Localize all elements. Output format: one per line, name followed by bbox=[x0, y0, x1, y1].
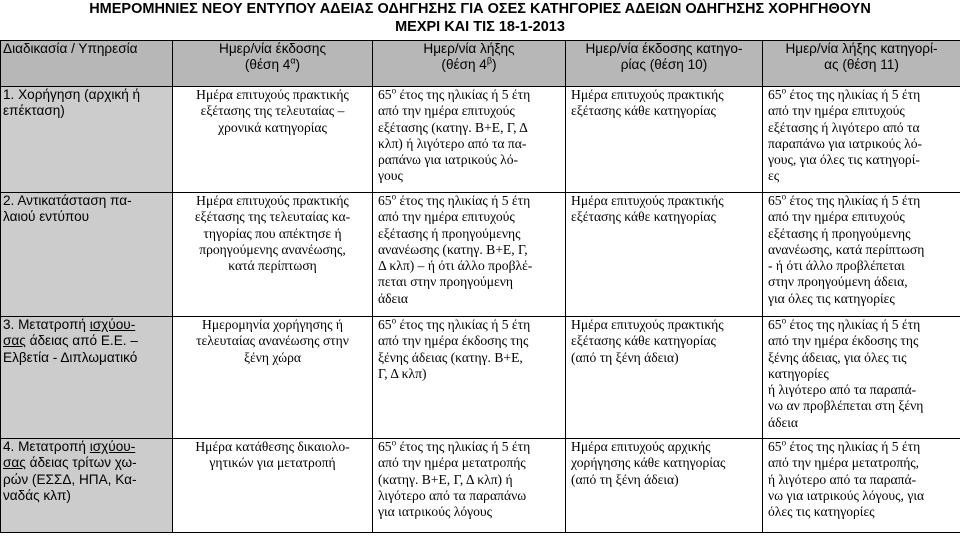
table-row bbox=[1, 193, 960, 317]
category-issue-cell: Ημέρα επιτυχούς πρακτικής εξέτασης κάθε κατηγορίας (από τη ξένη άδεια) bbox=[566, 317, 763, 439]
procedure-cell: 2. Αντικατάσταση πα- λαιού εντύπου bbox=[1, 193, 173, 317]
header-category-issue-date: Ημερ/νία έκδοσης κατηγο- ρίας (θέση 10) bbox=[566, 41, 763, 87]
category-issue-cell: Ημέρα επιτυχούς πρακτικής εξέτασης κάθε κατηγορίας bbox=[566, 87, 763, 193]
issue-date-cell: Ημέρα επιτυχούς πρακτικής εξέτασης της τελευταίας – χρονικά κατηγορίας bbox=[173, 87, 373, 193]
category-issue-cell: Ημέρα επιτυχούς πρακτικής εξέτασης κάθε κατηγορίας bbox=[566, 193, 763, 317]
title-line-2: ΜΕΧΡΙ ΚΑΙ ΤΙΣ 18-1-2013 bbox=[395, 19, 565, 35]
header-procedure: Διαδικασία / Υπηρεσία bbox=[1, 41, 173, 87]
procedure-cell: 3. Μετατροπή ισχύου- σας άδειας από Ε.Ε. – Ελβετία - Διπλωματικό bbox=[1, 317, 173, 439]
issue-date-cell: Ημέρα επιτυχούς πρακτικής εξέτασης της τελευταίας κα- τηγορίας που απέκτησε ή προηγούμενης ανανέωσης, κατά περίπτωση bbox=[173, 193, 373, 317]
title-line-1: ΗΜΕΡΟΜΗΝΙΕΣ ΝΕΟΥ ΕΝΤΥΠΟΥ ΑΔΕΙΑΣ ΟΔΗΓΗΣΗΣ ΓΙΑ ΟΣΕΣ ΚΑΤΗΓΟΡΙΕΣ ΑΔΕΙΩΝ ΟΔΗΓΗΣΗΣ ΧΟΡΗΓΗΘΟΥΝ bbox=[89, 1, 871, 17]
expiry-date-cell: $65^o$ έτος της ηλικίας ή 5 έτη από την ημέρα έκδοσης της ξένης άδειας (κατηγ. Β+Ε, Γ, Δ κλπ) bbox=[373, 317, 566, 439]
category-expiry-cell: $65^o$ έτος της ηλικίας ή 5 έτη από την ημέρα επιτυχούς εξέτασης ή προηγούμενης ανανέωσης, κατά περίπτωση - ή ότι άλλο προβλέπεται στην προηγούμενη άδεια, για όλες τις κατηγορίες bbox=[763, 193, 960, 317]
header-category-expiry-date: Ημερ/νία λήξης κατηγορί- ας (θέση 11) bbox=[763, 41, 960, 87]
license-dates-table bbox=[0, 40, 960, 533]
page-title bbox=[0, 0, 960, 36]
issue-date-cell: Ημέρα κατάθεσης δικαιολο- γητικών για μετατροπή bbox=[173, 439, 373, 533]
expiry-date-cell: $65^o$ έτος της ηλικίας ή 5 έτη από την ημέρα επιτυχούς εξέτασης (κατηγ. Β+Ε, Γ, Δ κλπ) ή λιγότερο από τα πα- ραπάνω για ιατρικούς λό- γους bbox=[373, 87, 566, 193]
expiry-date-cell: $65^o$ έτος της ηλικίας ή 5 έτη από την ημέρα μετατροπής (κατηγ. Β+Ε, Γ, Δ κλπ) ή λιγότερο από τα παραπάνω για ιατρικούς λόγους bbox=[373, 439, 566, 533]
header-issue-date: Ημερ/νία έκδοσης (θέση $4^\alpha$) bbox=[173, 41, 373, 87]
category-expiry-cell: $65^o$ έτος της ηλικίας ή 5 έτη από την ημέρα έκδοσης της ξένης άδειας, για όλες τις κατηγορίες ή λιγότερο από τα παραπά- νω αν προβλέπεται στη ξένη άδεια bbox=[763, 317, 960, 439]
expiry-date-cell: $65^o$ έτος της ηλικίας ή 5 έτη από την ημέρα επιτυχούς εξέτασης ή προηγούμενης ανανέωσης (κατηγ. Β+Ε, Γ, Δ κλπ) – ή ότι άλλο προβλέ- πεται στην προηγούμενη άδεια bbox=[373, 193, 566, 317]
category-issue-cell: Ημέρα επιτυχούς αρχικής χορήγησης κάθε κατηγορίας (από τη ξένη άδεια) bbox=[566, 439, 763, 533]
procedure-cell: 1. Χορήγηση (αρχική ή επέκταση) bbox=[1, 87, 173, 193]
table-row bbox=[1, 87, 960, 193]
table-row bbox=[1, 317, 960, 439]
procedure-cell: 4. Μετατροπή ισχύου- σας άδειας τρίτων χω- ρών (ΕΣΣΔ, ΗΠΑ, Κα- ναδάς κλπ) bbox=[1, 439, 173, 533]
header-expiry-date: Ημερ/νία λήξης (θέση $4^\beta$) bbox=[373, 41, 566, 87]
table-row bbox=[1, 439, 960, 533]
category-expiry-cell: $65^o$ έτος της ηλικίας ή 5 έτη από την ημέρα μετατροπής, ή λιγότερο από τα παραπά- νω για ιατρικούς λόγους, για όλες τις κατηγορίες bbox=[763, 439, 960, 533]
table-header-row bbox=[1, 41, 960, 87]
category-expiry-cell: $65^o$ έτος της ηλικίας ή 5 έτη από την ημέρα επιτυχούς εξέτασης ή λιγότερο από τα παραπάνω για ιατρικούς λό- γους, για όλες τις κατηγορί- ες bbox=[763, 87, 960, 193]
issue-date-cell: Ημερομηνία χορήγησης ή τελευταίας ανανέωσης στην ξένη χώρα bbox=[173, 317, 373, 439]
